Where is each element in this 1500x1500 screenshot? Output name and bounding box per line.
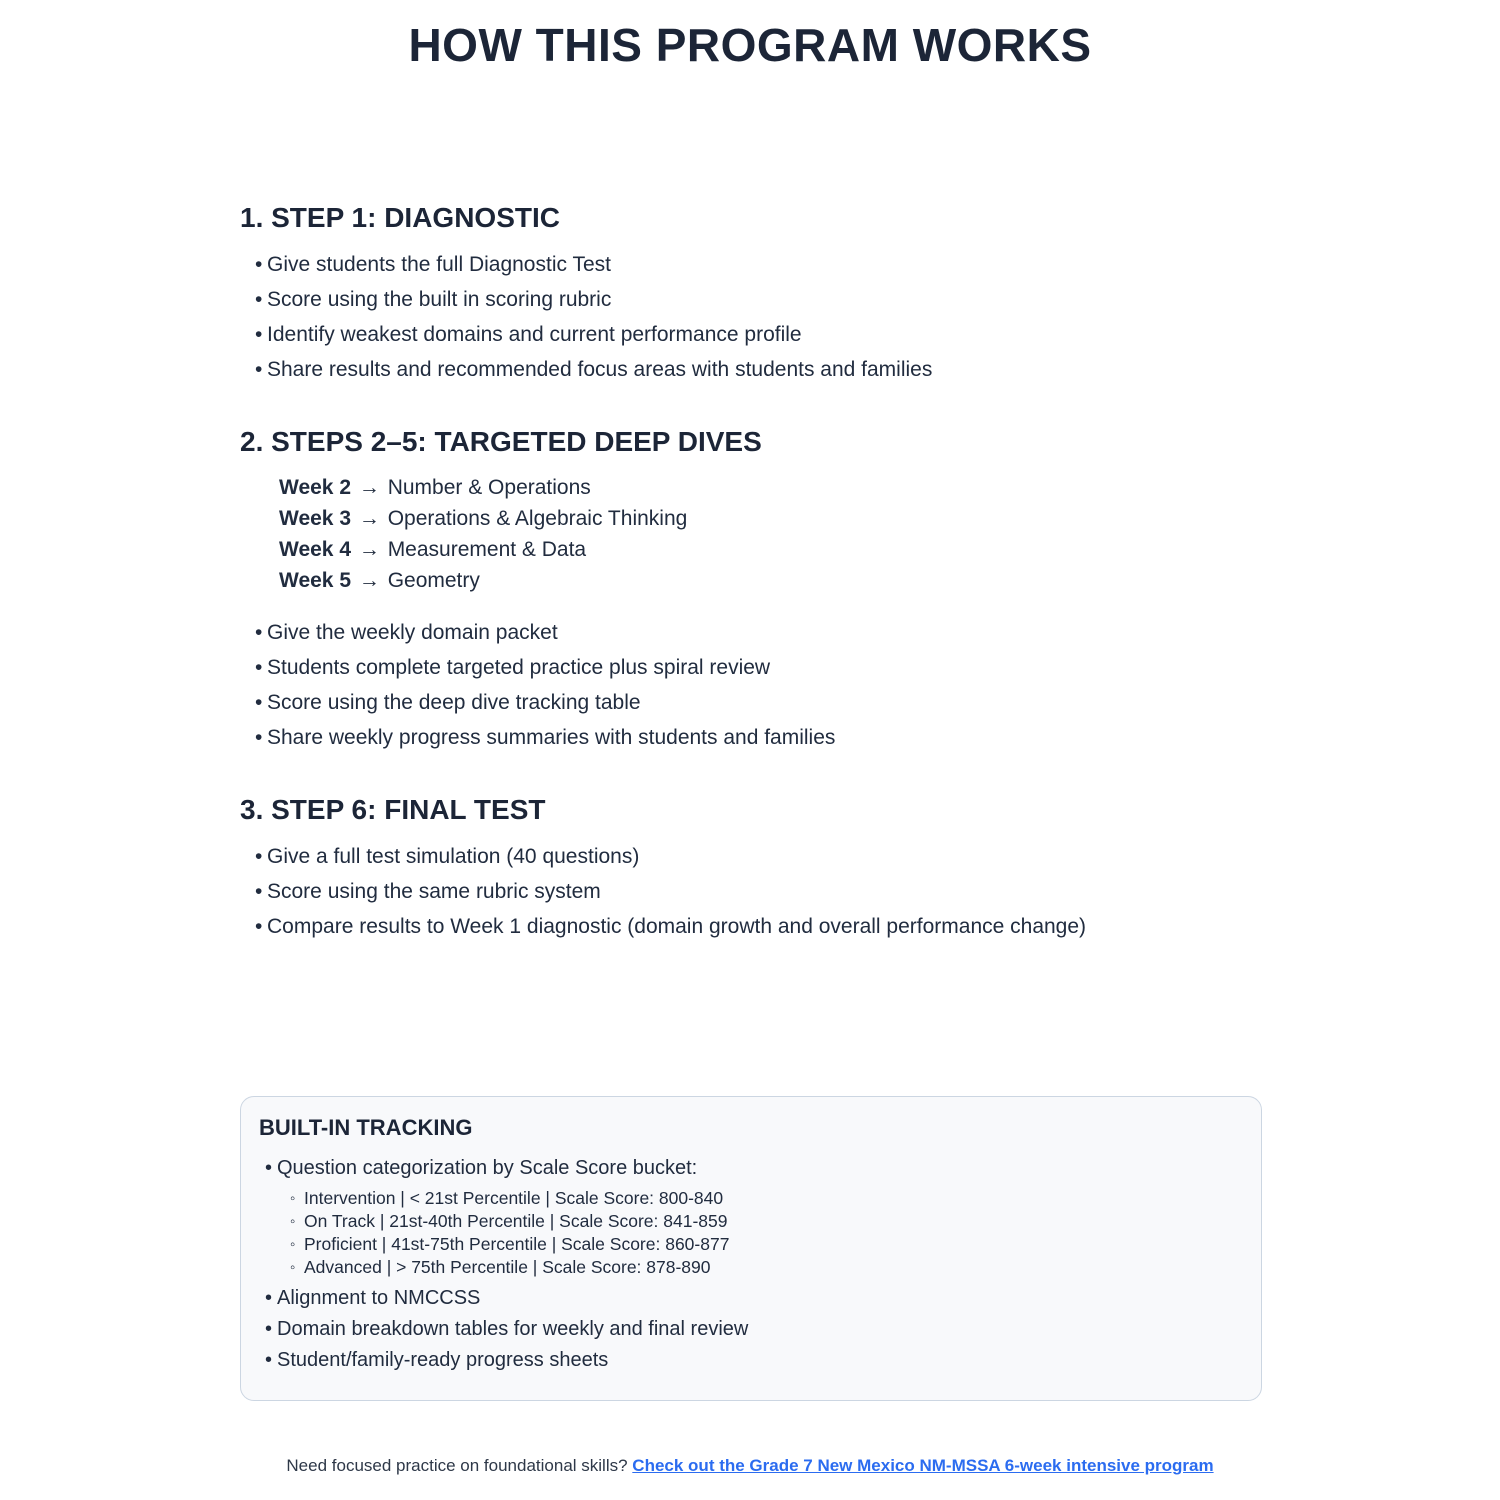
bullet-item: • Share weekly progress summaries with students and families bbox=[240, 720, 1360, 755]
section-step-1 bbox=[240, 203, 1360, 387]
score-bucket-intro: Question categorization by Scale Score bucket: bbox=[277, 1157, 698, 1179]
bullet-item: • Score using the deep dive tracking table bbox=[240, 685, 1360, 720]
right-arrow-icon: → bbox=[358, 507, 380, 530]
week-topic: Operations & Algebraic Thinking bbox=[387, 507, 688, 530]
step-6-bullet-list bbox=[240, 839, 1360, 944]
steps-2-5-bullet-list bbox=[240, 615, 1360, 755]
right-arrow-icon: → bbox=[358, 538, 380, 561]
score-bucket-list bbox=[277, 1187, 1237, 1279]
section-heading-steps-2-5: 2. STEPS 2–5: TARGETED DEEP DIVES bbox=[240, 426, 762, 457]
bullet-item: • Give students the full Diagnostic Test bbox=[240, 247, 1360, 282]
footer-text: Need focused practice on foundational skills? bbox=[286, 1456, 628, 1475]
week-schedule bbox=[279, 472, 1360, 596]
bullet-item: • Alignment to NMCCSS bbox=[259, 1283, 1237, 1314]
week-item bbox=[279, 472, 1360, 503]
bullet-item: • Compare results to Week 1 diagnostic (domain growth and overall performance change) bbox=[240, 909, 1360, 944]
score-bucket-item: ◦ Advanced | > 75th Percentile | Scale Score: 878-890 bbox=[277, 1256, 1237, 1279]
week-topic: Number & Operations bbox=[387, 476, 591, 499]
section-heading-step-6: 3. STEP 6: FINAL TEST bbox=[240, 794, 546, 825]
right-arrow-icon: → bbox=[358, 569, 380, 592]
score-bucket-item: ◦ Proficient | 41st-75th Percentile | Scale Score: 860-877 bbox=[277, 1233, 1237, 1256]
bullet-item: • Students complete targeted practice plus spiral review bbox=[240, 650, 1360, 685]
tracking-box bbox=[240, 1096, 1262, 1401]
week-topic: Measurement & Data bbox=[387, 538, 587, 561]
bullet-item: • Give the weekly domain packet bbox=[240, 615, 1360, 650]
week-label: Week 5 bbox=[279, 569, 351, 592]
footer-note bbox=[0, 1456, 1500, 1476]
bullet-item: • Student/family-ready progress sheets bbox=[259, 1345, 1237, 1376]
score-bucket-item: ◦ Intervention | < 21st Percentile | Scale Score: 800-840 bbox=[277, 1187, 1237, 1210]
tracking-box-list bbox=[259, 1153, 1237, 1376]
section-steps-2-5 bbox=[240, 427, 1360, 755]
bullet-item: • Give a full test simulation (40 questions) bbox=[240, 839, 1360, 874]
page-title: HOW THIS PROGRAM WORKS bbox=[408, 19, 1092, 71]
bullet-item bbox=[259, 1153, 1237, 1279]
week-item bbox=[279, 534, 1360, 565]
section-step-6 bbox=[240, 795, 1360, 944]
week-topic: Geometry bbox=[387, 569, 480, 592]
bullet-item: • Score using the built in scoring rubric bbox=[240, 282, 1360, 317]
week-item bbox=[279, 503, 1360, 534]
week-label: Week 4 bbox=[279, 538, 351, 561]
section-heading-step-1: 1. STEP 1: DIAGNOSTIC bbox=[240, 202, 560, 233]
bullet-item: • Domain breakdown tables for weekly and final review bbox=[259, 1314, 1237, 1345]
week-label: Week 3 bbox=[279, 507, 351, 530]
bullet-item: • Score using the same rubric system bbox=[240, 874, 1360, 909]
week-label: Week 2 bbox=[279, 476, 351, 499]
tracking-box-heading: BUILT-IN TRACKING bbox=[259, 1115, 473, 1140]
bullet-item: • Share results and recommended focus areas with students and families bbox=[240, 352, 1360, 387]
week-item bbox=[279, 565, 1360, 596]
right-arrow-icon: → bbox=[358, 476, 380, 499]
footer-link[interactable]: Check out the Grade 7 New Mexico NM-MSSA 6-week intensive program bbox=[632, 1456, 1214, 1475]
score-bucket-item: ◦ On Track | 21st-40th Percentile | Scale Score: 841-859 bbox=[277, 1210, 1237, 1233]
step-1-bullet-list bbox=[240, 247, 1360, 387]
program-steps bbox=[240, 203, 1360, 944]
bullet-item: • Identify weakest domains and current performance profile bbox=[240, 317, 1360, 352]
